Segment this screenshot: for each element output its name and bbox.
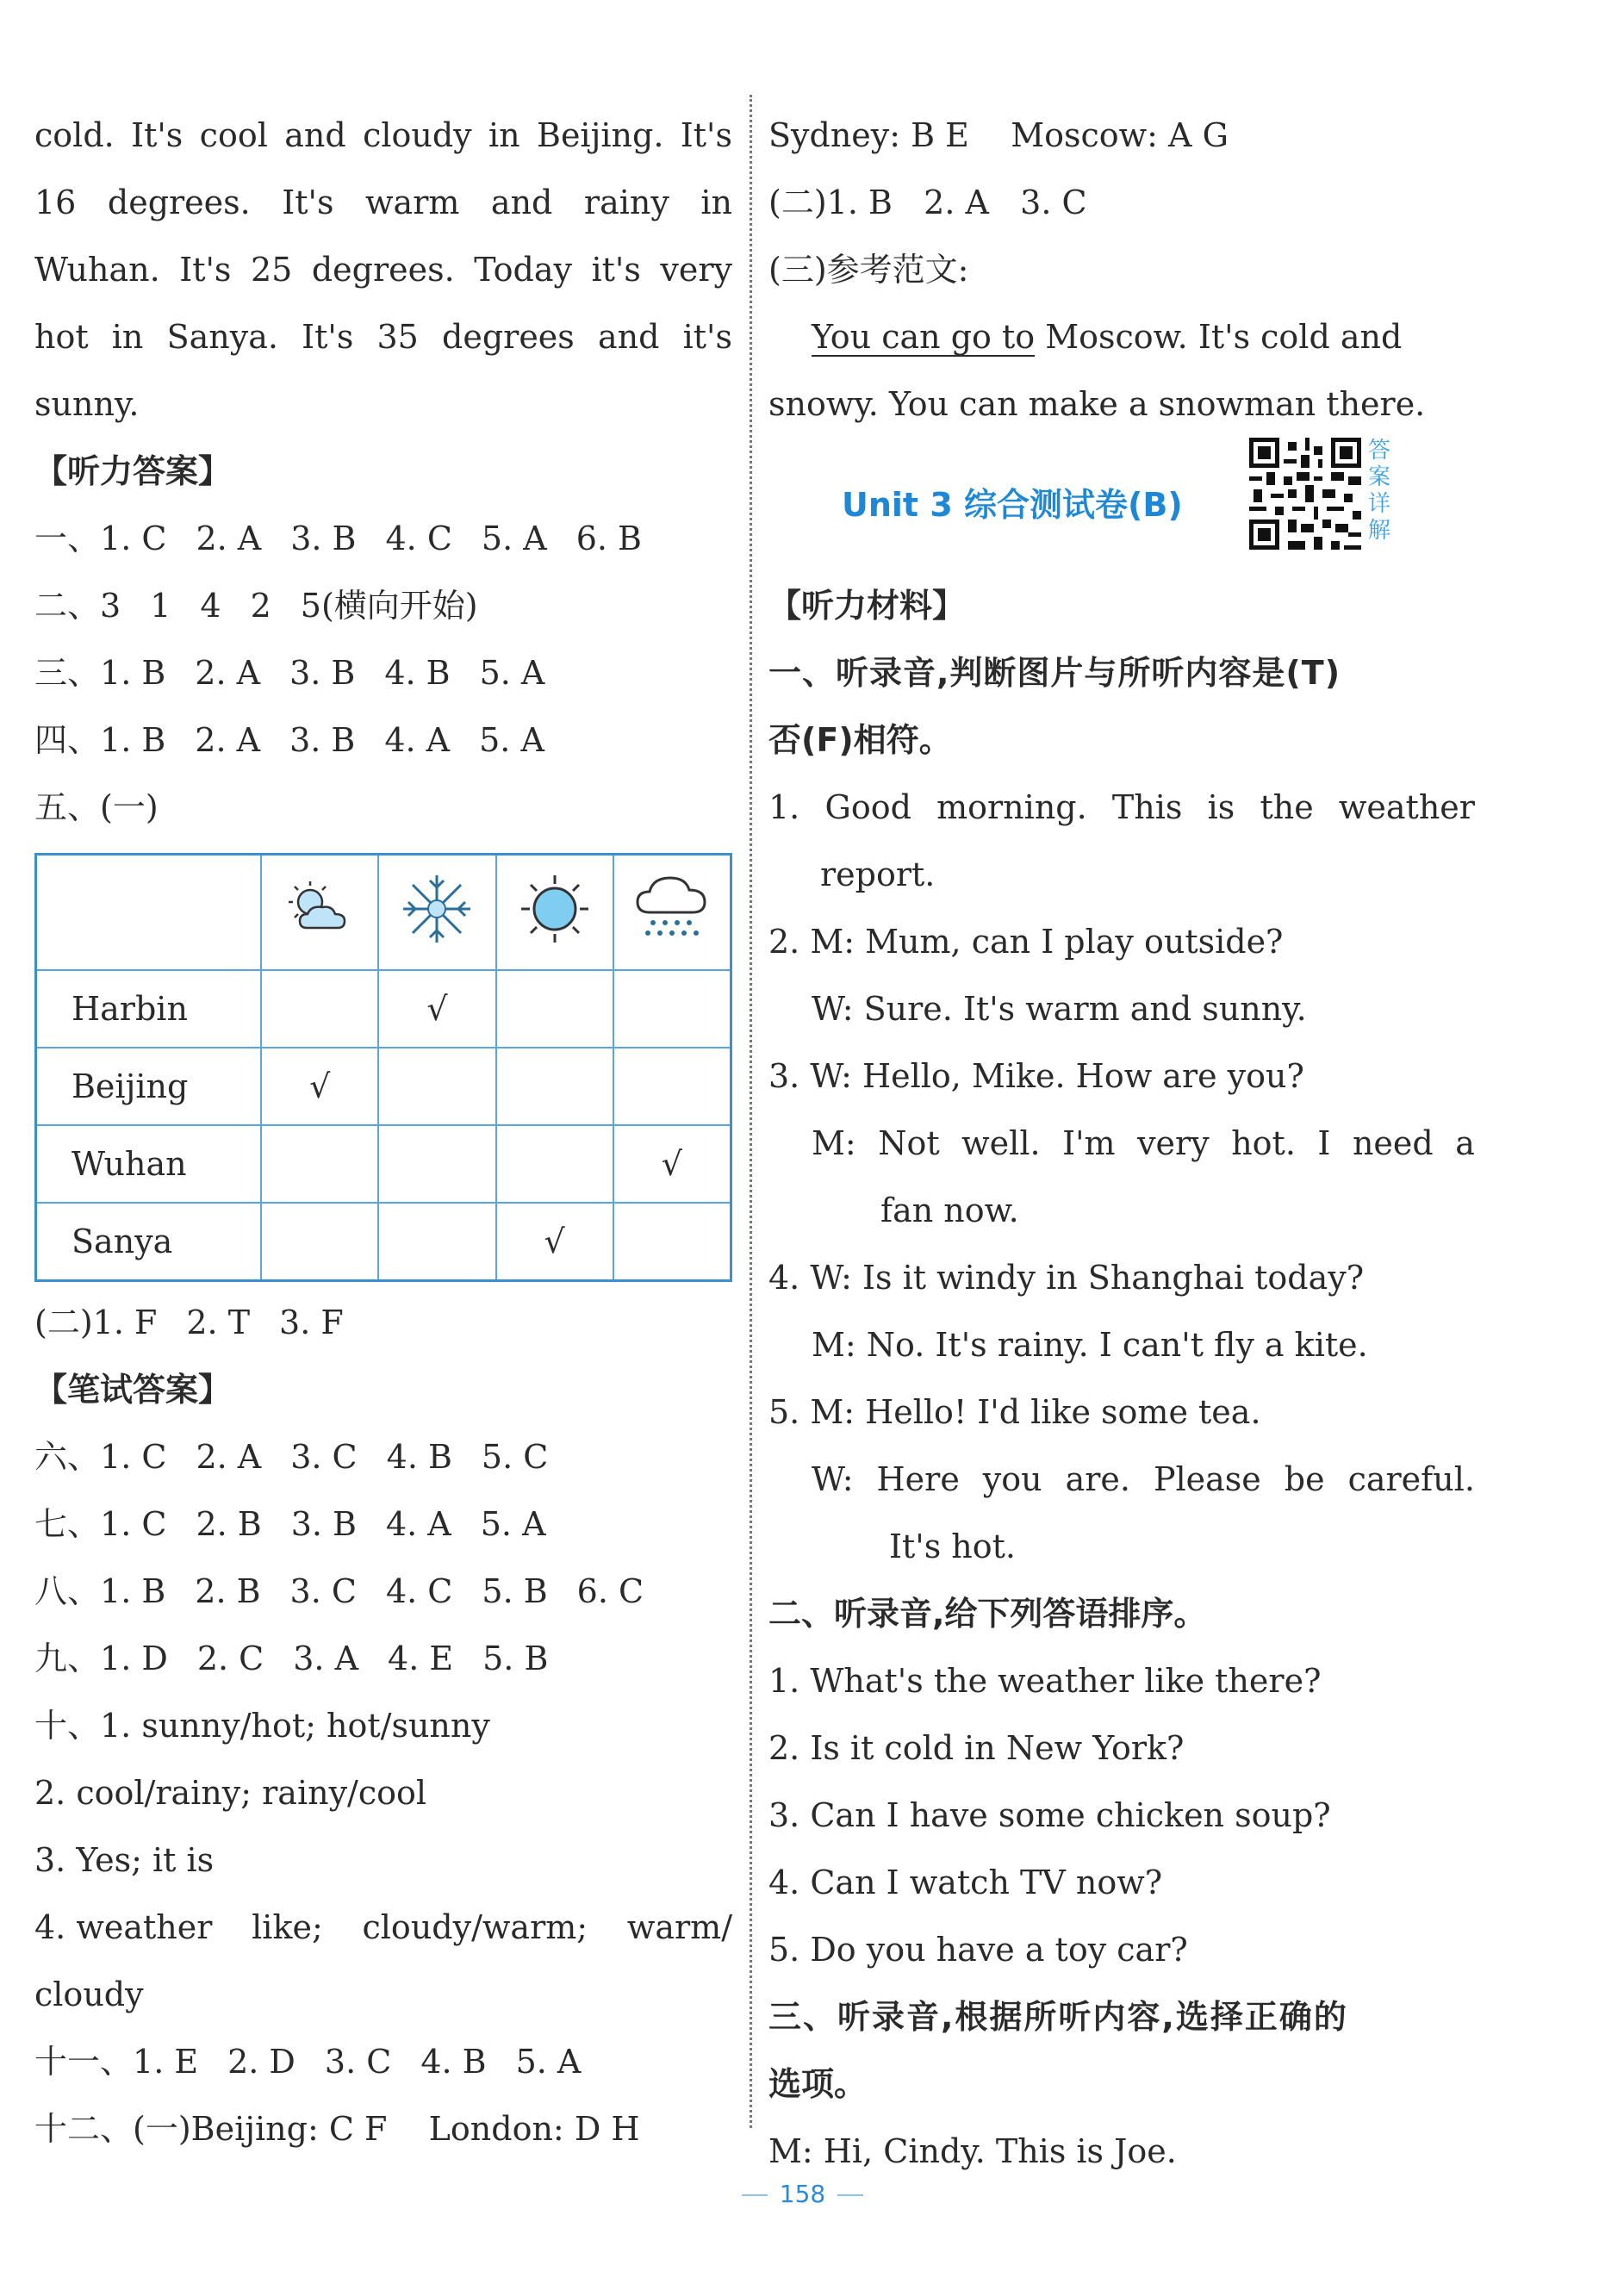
model-essay-underlined: You can go to bbox=[812, 318, 1036, 356]
written-row-item: 3. C bbox=[290, 1438, 358, 1476]
q5w-word: Please bbox=[1153, 1460, 1261, 1498]
page-number-footer bbox=[0, 2180, 1605, 2208]
part12-sub3-label: (三)参考范文: bbox=[768, 251, 969, 289]
q3m-word: need bbox=[1352, 1124, 1434, 1162]
q3m-word: I bbox=[1317, 1124, 1331, 1162]
listening-row bbox=[34, 706, 732, 774]
part5-sub2-item: 1. F bbox=[92, 1304, 158, 1341]
intro-line bbox=[34, 303, 732, 370]
part10-line4 bbox=[34, 1894, 732, 1961]
written-row-item: 3. A bbox=[293, 1640, 359, 1677]
listening-row-item: 4 bbox=[200, 587, 221, 625]
qr-label-char: 答 bbox=[1368, 438, 1391, 464]
rain-cloud-icon bbox=[613, 855, 731, 971]
q3-title-line1: 三、听录音,根据所听内容,选择正确的 bbox=[768, 1998, 1348, 2036]
intro-paragraph bbox=[34, 102, 732, 370]
q1-1-word: is bbox=[1207, 788, 1235, 826]
intro-word: it's bbox=[591, 251, 641, 289]
part10-line: 十、1. sunny/hot; hot/sunny bbox=[34, 1707, 490, 1745]
qr-code-icon[interactable] bbox=[1249, 438, 1361, 550]
listening-row-item: 2. A bbox=[196, 520, 262, 557]
weather-table-body bbox=[36, 970, 731, 1281]
part11-item: 1. E bbox=[133, 2043, 199, 2081]
q1-item3-cont: fan now. bbox=[880, 1192, 1019, 1229]
intro-word: 35 bbox=[376, 318, 419, 356]
q1-item4-cont: M: No. It's rainy. I can't fly a kite. bbox=[812, 1326, 1368, 1364]
written-row-item: 3. C bbox=[289, 1572, 357, 1610]
q5w-word: Here bbox=[876, 1460, 960, 1498]
column-divider bbox=[750, 95, 752, 2128]
intro-line bbox=[34, 102, 732, 169]
intro-word: Wuhan. bbox=[34, 251, 160, 289]
check-cell bbox=[261, 1125, 378, 1203]
listening-row-item: 1 bbox=[150, 587, 171, 625]
written-row-label: 六、 bbox=[34, 1438, 101, 1476]
qr-label-char: 详 bbox=[1368, 491, 1391, 517]
listening-row-item: 6. B bbox=[575, 520, 642, 557]
q1-item5: 5. M: Hello! I'd like some tea. bbox=[768, 1393, 1261, 1431]
written-row-item: 4. E bbox=[388, 1640, 454, 1677]
left-column bbox=[34, 102, 732, 2162]
q3m-word: a bbox=[1455, 1124, 1475, 1162]
listening-row-item: 3. B bbox=[290, 520, 357, 557]
listening-row-label: 四、 bbox=[34, 721, 101, 759]
q2-item: 2. Is it cold in New York? bbox=[768, 1729, 1185, 1767]
written-row bbox=[34, 1490, 732, 1558]
qr-label-char: 解 bbox=[1368, 518, 1391, 544]
intro-line bbox=[34, 236, 732, 303]
written-row-item: 4. B bbox=[386, 1438, 452, 1476]
intro-word: and bbox=[597, 318, 660, 356]
intro-word: It's bbox=[680, 116, 732, 154]
written-answers-title: 【笔试答案】 bbox=[34, 1371, 232, 1409]
written-row-label: 九、 bbox=[34, 1640, 101, 1677]
q1-item2-cont: W: Sure. It's warm and sunny. bbox=[812, 990, 1307, 1028]
check-cell: √ bbox=[261, 1048, 378, 1125]
part10-4-word: 4. weather bbox=[34, 1908, 213, 1946]
part5-sub2-item: 2. T bbox=[186, 1304, 251, 1341]
q5w-word: careful. bbox=[1347, 1460, 1475, 1498]
listening-row-item: 1. B bbox=[100, 721, 166, 759]
written-row-item: 2. C bbox=[196, 1640, 264, 1677]
q2-item: 3. Can I have some chicken soup? bbox=[768, 1796, 1331, 1834]
q3m-word: hot. bbox=[1231, 1124, 1296, 1162]
sun-icon bbox=[496, 855, 613, 971]
right-column bbox=[768, 102, 1475, 2185]
city-cell: Beijing bbox=[36, 1048, 262, 1125]
part11-item: 2. D bbox=[227, 2043, 295, 2081]
intro-word: It's bbox=[179, 251, 232, 289]
q1-item5-cont: It's hot. bbox=[889, 1528, 1017, 1565]
q2-items bbox=[768, 1647, 1475, 1983]
listening-answers-title: 【听力答案】 bbox=[34, 452, 232, 490]
footer-dash-right bbox=[837, 2194, 863, 2196]
part5-sub2-items bbox=[93, 1304, 373, 1341]
q1-item3: 3. W: Hello, Mike. How are you? bbox=[768, 1057, 1304, 1095]
written-row bbox=[34, 1423, 732, 1490]
written-row-item: 2. A bbox=[196, 1438, 262, 1476]
dialogue-last-line: M: Hi, Cindy. This is Joe. bbox=[768, 2132, 1177, 2170]
snowflake-icon bbox=[378, 855, 495, 971]
sydney-moscow-line: Sydney: B E Moscow: A G bbox=[768, 116, 1229, 154]
intro-word: degrees bbox=[442, 318, 575, 356]
part12-sub2: (二)1. B 2. A 3. C bbox=[768, 184, 1087, 221]
intro-word: and bbox=[490, 184, 553, 221]
check-cell bbox=[496, 1048, 613, 1125]
intro-word: degrees. bbox=[107, 184, 251, 221]
check-cell bbox=[261, 1203, 378, 1281]
part5-sub2 bbox=[34, 1289, 732, 1356]
part11-item: 4. B bbox=[420, 2043, 487, 2081]
part11-items bbox=[133, 2043, 610, 2081]
listening-row-label: 一、 bbox=[34, 520, 101, 557]
q3m-word: well. bbox=[961, 1124, 1041, 1162]
intro-word: it's bbox=[682, 318, 732, 356]
part11-label: 十一、 bbox=[34, 2043, 134, 2081]
q3m-word: M: bbox=[812, 1124, 856, 1162]
check-cell: √ bbox=[378, 970, 495, 1048]
check-cell: √ bbox=[613, 1125, 731, 1203]
listening-row-item: 3. B bbox=[289, 721, 356, 759]
q1-1-word: morning. bbox=[936, 788, 1087, 826]
check-cell bbox=[613, 970, 731, 1048]
partly-cloudy-icon bbox=[261, 855, 378, 971]
part10-4-word: like; bbox=[252, 1908, 323, 1946]
city-cell: Harbin bbox=[36, 970, 262, 1048]
q2-item: 4. Can I watch TV now? bbox=[768, 1864, 1163, 1901]
q5w-word: you bbox=[982, 1460, 1042, 1498]
q1-item1 bbox=[768, 774, 1475, 841]
table-row bbox=[36, 1048, 731, 1125]
part5-sub2-label: (二) bbox=[34, 1304, 93, 1341]
written-row-item: 1. C bbox=[100, 1438, 167, 1476]
table-row bbox=[36, 1203, 731, 1281]
intro-word: It's bbox=[302, 318, 354, 356]
intro-word: It's bbox=[282, 184, 334, 221]
qr-label-char: 案 bbox=[1368, 464, 1391, 490]
q1-item1-cont: report. bbox=[820, 856, 936, 893]
listening-row-item: 5(横向开始) bbox=[300, 587, 478, 625]
intro-word: It's bbox=[131, 116, 184, 154]
part10-answers bbox=[34, 1692, 732, 1894]
q1-1-word: 1. bbox=[768, 788, 800, 826]
intro-word: in bbox=[111, 318, 144, 356]
part11-answers bbox=[34, 2028, 732, 2095]
listening-row bbox=[34, 639, 732, 706]
listening-row-item: 3 bbox=[100, 587, 121, 625]
part11-item: 5. A bbox=[515, 2043, 582, 2081]
listening-row bbox=[34, 572, 732, 639]
written-row-item: 5. B bbox=[482, 1640, 549, 1677]
q1-item4: 4. W: Is it windy in Shanghai today? bbox=[768, 1259, 1365, 1297]
written-answers bbox=[34, 1423, 732, 1692]
written-row-item: 1. D bbox=[100, 1640, 168, 1677]
check-cell bbox=[496, 1125, 613, 1203]
listening-row-item: 2. A bbox=[195, 654, 261, 692]
written-row-label: 七、 bbox=[34, 1505, 101, 1543]
written-row-item: 4. C bbox=[385, 1572, 453, 1610]
part10-4-word: warm/ bbox=[626, 1908, 732, 1946]
table-row bbox=[36, 1125, 731, 1203]
written-row-item: 2. B bbox=[196, 1505, 262, 1543]
q3m-word: very bbox=[1137, 1124, 1210, 1162]
listening-answers bbox=[34, 505, 732, 774]
part5-label: 五、(一) bbox=[34, 788, 159, 826]
part10-line: 3. Yes; it is bbox=[34, 1841, 215, 1879]
written-row bbox=[34, 1558, 732, 1625]
q1-item2: 2. M: Mum, can I play outside? bbox=[768, 923, 1284, 961]
listening-row-item: 2 bbox=[250, 587, 271, 625]
intro-word: Sanya. bbox=[166, 318, 278, 356]
part10-line: 2. cool/rainy; rainy/cool bbox=[34, 1774, 427, 1812]
q1-title-line1: 一、听录音,判断图片与所听内容是(T) bbox=[768, 654, 1341, 692]
q3m-word: I'm bbox=[1062, 1124, 1116, 1162]
intro-line bbox=[34, 169, 732, 236]
listening-row-item: 1. C bbox=[100, 520, 167, 557]
q3m-word: Not bbox=[878, 1124, 940, 1162]
q1-1-word: weather bbox=[1338, 788, 1475, 826]
check-cell bbox=[378, 1048, 495, 1125]
part5-sub2-item: 3. F bbox=[279, 1304, 344, 1341]
written-row-item: 5. B bbox=[482, 1572, 548, 1610]
qr-label bbox=[1368, 438, 1394, 544]
intro-word: warm bbox=[365, 184, 460, 221]
listening-row-item: 5. A bbox=[479, 721, 544, 759]
intro-word: 16 bbox=[34, 184, 77, 221]
q2-title: 二、听录音,给下列答语排序。 bbox=[768, 1595, 1207, 1633]
q1-1-word: the bbox=[1260, 788, 1314, 826]
intro-word: cold. bbox=[34, 116, 115, 154]
model-essay-line1 bbox=[768, 303, 1475, 370]
intro-word: and bbox=[284, 116, 346, 154]
part11-item: 3. C bbox=[324, 2043, 392, 2081]
table-corner-cell bbox=[36, 855, 262, 971]
listening-row-item: 2. A bbox=[195, 721, 261, 759]
intro-word: hot bbox=[34, 318, 89, 356]
check-cell bbox=[496, 970, 613, 1048]
q5w-word: W: bbox=[812, 1460, 854, 1498]
intro-word: in bbox=[488, 116, 520, 154]
listening-row-item: 1. B bbox=[100, 654, 166, 692]
q1-title-line2: 否(F)相符。 bbox=[768, 721, 952, 759]
weather-table bbox=[34, 853, 732, 1282]
listening-row-label: 三、 bbox=[34, 654, 101, 692]
check-cell bbox=[378, 1125, 495, 1203]
listening-row-item: 4. A bbox=[384, 721, 451, 759]
part12-answers: 十二、(一)Beijing: C F London: D H bbox=[34, 2110, 640, 2148]
part10-4-word: cloudy/warm; bbox=[362, 1908, 588, 1946]
listening-row-label: 二、 bbox=[34, 587, 101, 625]
written-row-item: 2. B bbox=[195, 1572, 261, 1610]
q5w-word: be bbox=[1284, 1460, 1325, 1498]
intro-word: very bbox=[660, 251, 732, 289]
city-cell: Wuhan bbox=[36, 1125, 262, 1203]
q1-item5-w-line bbox=[768, 1446, 1475, 1513]
written-row-label: 八、 bbox=[34, 1572, 101, 1610]
intro-word: cloudy bbox=[363, 116, 472, 154]
check-cell bbox=[613, 1048, 731, 1125]
written-row-item: 1. B bbox=[100, 1572, 166, 1610]
check-cell bbox=[378, 1203, 495, 1281]
city-cell: Sanya bbox=[36, 1203, 262, 1281]
listening-row bbox=[34, 505, 732, 572]
intro-word: Today bbox=[474, 251, 572, 289]
q3-title-line2: 选项。 bbox=[768, 2065, 868, 2103]
intro-last-line: sunny. bbox=[34, 385, 140, 423]
check-cell: √ bbox=[496, 1203, 613, 1281]
written-row-item: 3. B bbox=[290, 1505, 357, 1543]
part10-line5: cloudy bbox=[34, 1976, 144, 2013]
written-row-item: 6. C bbox=[576, 1572, 644, 1610]
written-row bbox=[34, 1625, 732, 1692]
written-row-item: 1. C bbox=[100, 1505, 167, 1543]
q1-1-word: Good bbox=[824, 788, 911, 826]
listening-material-title: 【听力材料】 bbox=[768, 587, 966, 625]
q5w-word: are. bbox=[1065, 1460, 1130, 1498]
intro-word: degrees. bbox=[311, 251, 455, 289]
listening-row-item: 4. B bbox=[384, 654, 451, 692]
written-row-item: 5. A bbox=[480, 1505, 546, 1543]
listening-row-item: 4. C bbox=[385, 520, 452, 557]
q2-item: 5. Do you have a toy car? bbox=[768, 1931, 1188, 1969]
intro-word: cool bbox=[199, 116, 268, 154]
written-row-item: 4. A bbox=[385, 1505, 451, 1543]
footer-dash-left bbox=[742, 2194, 768, 2196]
intro-word: Beijing. bbox=[537, 116, 664, 154]
check-cell bbox=[613, 1203, 731, 1281]
model-essay-line2: snowy. You can make a snowman there. bbox=[768, 385, 1426, 423]
unit-title: Unit 3 综合测试卷(B) bbox=[842, 486, 1183, 524]
listening-row-item: 3. B bbox=[289, 654, 356, 692]
q1-1-word: This bbox=[1111, 788, 1183, 826]
q1-item3-m-line bbox=[768, 1110, 1475, 1177]
q2-item: 1. What's the weather like there? bbox=[768, 1662, 1322, 1700]
page-number: 158 bbox=[779, 2180, 826, 2208]
written-row-item: 5. C bbox=[481, 1438, 549, 1476]
listening-row-item: 5. A bbox=[481, 520, 547, 557]
model-essay-rest: Moscow. It's cold and bbox=[1035, 318, 1403, 356]
intro-word: 25 bbox=[250, 251, 293, 289]
table-row bbox=[36, 970, 731, 1048]
listening-row-item: 5. A bbox=[479, 654, 545, 692]
weather-table-header bbox=[36, 855, 731, 971]
intro-word: rainy bbox=[583, 184, 669, 221]
check-cell bbox=[261, 970, 378, 1048]
intro-word: in bbox=[700, 184, 732, 221]
